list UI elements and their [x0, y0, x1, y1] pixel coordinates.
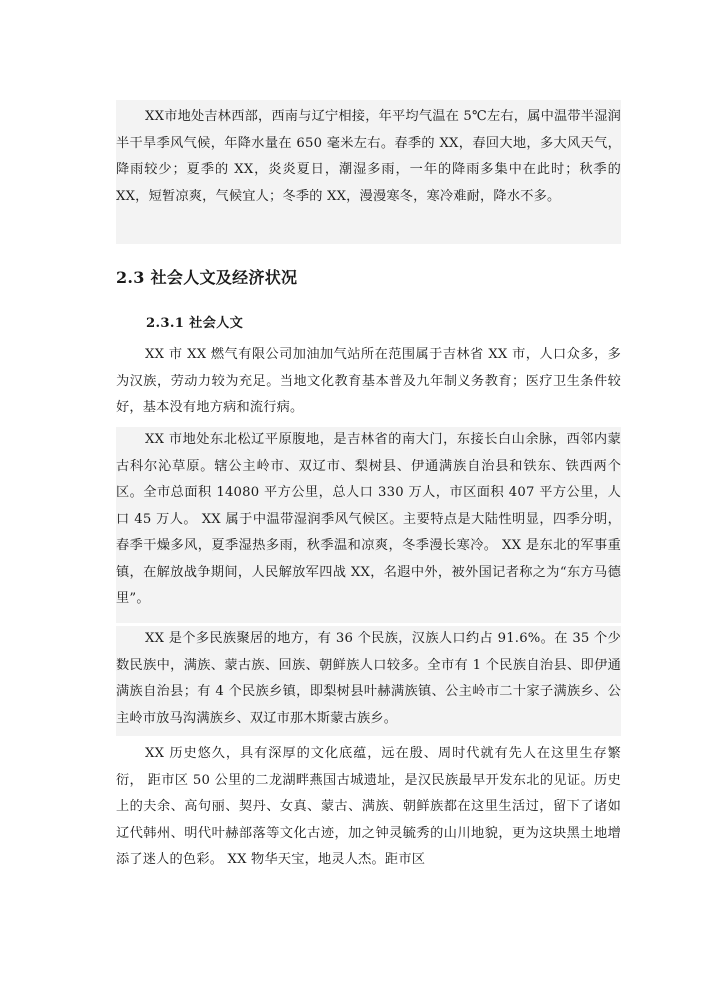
climate-paragraph: XX市地处吉林西部，西南与辽宁相接，年平均气温在 5℃左右，属中温带半湿润半干旱季风气候，年降水量在 650 毫米左右。春季的 XX，春回大地，多大风天气，降雨较少；夏季的 XX，炎炎夏日，潮湿多雨，一年的降雨多集中在此时；秋季的 XX，短暂凉爽，气候宜人；冬季的 XX，漫漫寒冬，寒冷难耐，降水不多。 — [116, 100, 621, 244]
scope-paragraph: XX 市 XX 燃气有限公司加油加气站所在范围属于吉林省 XX 市，人口众多，多为汉族，劳动力较为充足。当地文化教育基本普及九年制义务教育；医疗卫生条件较好，基本没有地方病和流行病。 — [116, 347, 621, 415]
subsection-heading: 2.3.1 社会人文 — [146, 316, 244, 331]
history-paragraph: XX 历史悠久，具有深厚的文化底蕴，远在殷、周时代就有先人在这里生存繁衍， 距市区 50 公里的二龙湖畔燕国古城遗址，是汉民族最早开发东北的见证。历史上的夫余、高句丽、契丹、女真、蒙古、满族、朝鲜族都在这里生活过，留下了诸如辽代韩州、明代叶赫部落等文化古迹，加之钟灵毓秀的山川地貌，更为这块黑土地增添了迷人的色彩。 XX 物华天宝，地灵人杰。距市区 — [116, 746, 621, 867]
ethnic-paragraph: XX 是个多民族聚居的地方，有 36 个民族，汉族人口约占 91.6%。在 35 个少数民族中，满族、蒙古族、回族、朝鲜族人口较多。全市有 1 个民族自治县、即伊通满族自治县；有 4 个民族乡镇，即梨树县叶赫满族镇、公主岭市二十家子满族乡、公主岭市放马沟满族乡、双辽市那木斯蒙古族乡。 — [116, 626, 621, 736]
geography-paragraph: XX 市地处东北松辽平原腹地，是吉林省的南大门，东接长白山余脉，西邻内蒙古科尔沁草原。辖公主岭市、双辽市、梨树县、伊通满族自治县和铁东、铁西两个区。全市总面积 14080 平方公里，总人口 330 万人，市区面积 407 平方公里，人口 45 万人。 XX 属于中温带湿润季风气候区。主要特点是大陆性明显，四季分明，春季干燥多风，夏季湿热多雨，秋季温和凉爽，冬季漫长寒冷。 XX 是东北的军事重镇，在解放战争期间，人民解放军四战 XX，名遐中外，被外国记者称之为“东方马德里”。 — [116, 427, 621, 623]
section-heading: 2.3 社会人文及经济状况 — [116, 268, 298, 287]
